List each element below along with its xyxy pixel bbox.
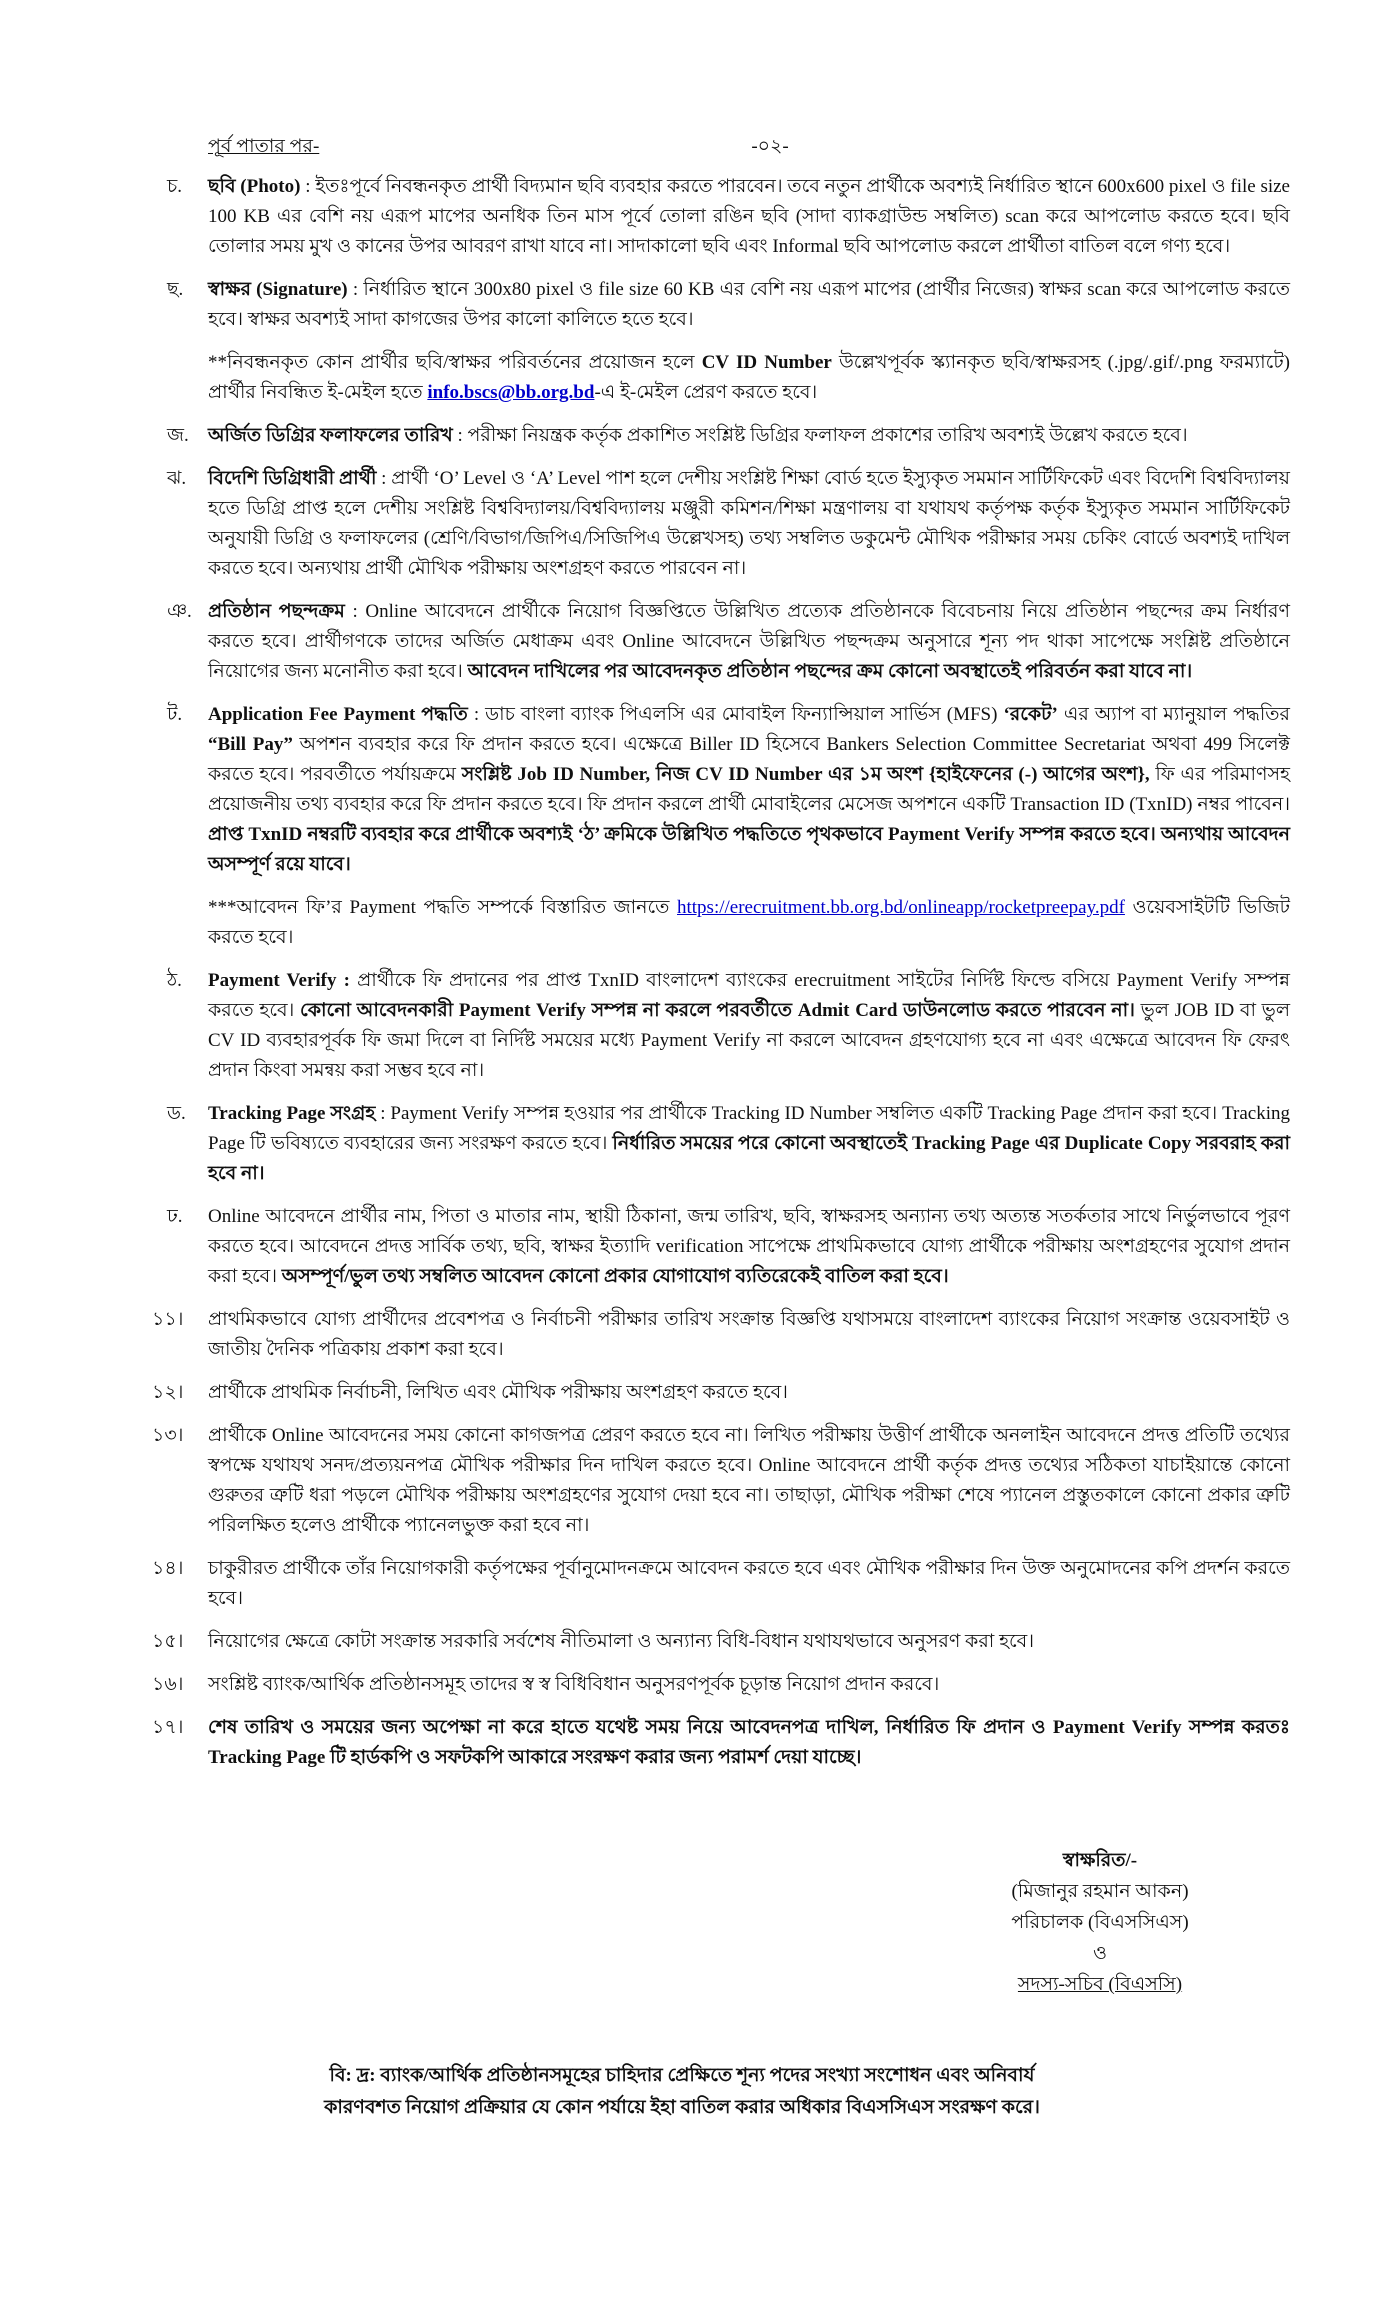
text-run: Online আবেদনে প্রার্থীর নাম, পিতা ও মাতার নাম, স্থায়ী ঠিকানা, জন্ম তারিখ, ছবি, স্বাক্ষরসহ অন্যান্য তথ্য অত্যন্ত সতর্কতার সাথে নির্ভুলভাবে পূরণ করতে হবে। আবেদনে প্রদত্ত সার্বিক তথ্য, ছবি, স্বাক্ষর ইত্যাদি verification সাপেক্ষে প্রাথমিকভাবে যোগ্য প্রার্থীকে পরীক্ষায় অংশগ্রহণের সুযোগ প্রদান করা হবে। xyxy=(208,1206,1290,1287)
note-paragraph xyxy=(150,893,1290,953)
item-text xyxy=(208,1099,1290,1189)
text-run: CV ID Number xyxy=(701,352,832,373)
list-item xyxy=(150,1421,1290,1541)
item-text xyxy=(208,275,1290,335)
text-run: স্বাক্ষর (Signature) xyxy=(208,279,348,300)
item-text xyxy=(208,893,1290,953)
item-marker: ঞ. xyxy=(167,601,192,622)
list-item xyxy=(150,597,1290,687)
list-item xyxy=(150,1378,1290,1408)
signatory-title-2: সদস্য-সচিব (বিএসসি) xyxy=(1017,1974,1183,1995)
signatory-name: (মিজানুর রহমান আকন) xyxy=(1011,1881,1189,1902)
text-run: ভুল JOB ID বা ভুল CV ID ব্যবহারপূর্বক ফি জমা দিলে বা নির্দিষ্ট সময়ের মধ্যে Payment Verify না করলে আবেদন গ্রহণযোগ্য হবে না এবং এক্ষেত্রে আবেদন ফি ফেরৎ প্রদান কিংবা সমন্বয় করা সম্ভব হবে না। xyxy=(208,1000,1290,1081)
list-item xyxy=(150,275,1290,335)
continuation-note: পূর্ব পাতার পর- xyxy=(208,136,320,157)
item-text xyxy=(208,348,1290,408)
list-item xyxy=(150,421,1290,451)
item-text xyxy=(208,1421,1290,1541)
text-run: : Online আবেদনে প্রার্থীকে নিয়োগ বিজ্ঞপ্তিতে উল্লিখিত প্রত্যেক প্রতিষ্ঠানকে বিবেচনায় নিয়ে প্রতিষ্ঠান পছন্দের ক্রম নির্ধারণ করতে হবে। প্রার্থীগণকে তাদের অর্জিত মেধাক্রম এবং Online আবেদনে উল্লিখিত পছন্দক্রম অনুসারে শূন্য পদ থাকা সাপেক্ষে সংশ্লিষ্ট প্রতিষ্ঠানে নিয়োগের জন্য মনোনীত করা হবে। xyxy=(208,601,1290,682)
text-run: অর্জিত ডিগ্রির ফলাফলের তারিখ xyxy=(208,425,453,446)
text-run: **নিবন্ধনকৃত কোন প্রার্থীর ছবি/স্বাক্ষর পরিবর্তনের প্রয়োজন হলে xyxy=(208,352,702,373)
text-run: প্রাথমিকভাবে যোগ্য প্রার্থীদের প্রবেশপত্র ও নির্বাচনী পরীক্ষার তারিখ সংক্রান্ত বিজ্ঞপ্তি যথাসময়ে বাংলাদেশ ব্যাংকের নিয়োগ সংক্রান্ত ওয়েবসাইট ও জাতীয় দৈনিক পত্রিকায় প্রকাশ করা হবে। xyxy=(208,1309,1290,1360)
text-run: : প্রার্থী ‘O’ Level ও ‘A’ Level পাশ হলে দেশীয় সংশ্লিষ্ট শিক্ষা বোর্ড হতে ইস্যুকৃত সমমান সার্টিফিকেট এবং বিদেশি বিশ্ববিদ্যালয় হতে ডিগ্রি প্রাপ্ত হলে দেশীয় সংশ্লিষ্ট বিশ্ববিদ্যালয়/বিশ্ববিদ্যালয় মঞ্জুরী কমিশন/শিক্ষা মন্ত্রণালয় বা যথাযথ কর্তৃপক্ষ কর্তৃক ইস্যুকৃত সমমান সার্টিফিকেট অনুযায়ী ডিগ্রি ও ফলাফলের (শ্রেণি/বিভাগ/জিপিএ/সিজিপিএ উল্লেখসহ) তথ্য সম্বলিত ডকুমেন্ট মৌখিক পরীক্ষার সময় চেকিং বোর্ডে অবশ্যই দাখিল করতে হবে। অন্যথায় প্রার্থী মৌখিক পরীক্ষায় অংশগ্রহণ করতে পারবেন না। xyxy=(208,468,1290,579)
signatory-title: পরিচালক (বিএসসিএস) xyxy=(1011,1912,1189,1933)
text-run: ‘রকেট’ xyxy=(1003,704,1058,725)
text-run: : ইতঃপূর্বে নিবন্ধনকৃত প্রার্থী বিদ্যমান ছবি ব্যবহার করতে পারবেন। তবে নতুন প্রার্থীকে অবশ্যই নির্ধারিত স্থানে 600x600 pixel ও file size 100 KB এর বেশি নয় এরূপ মাপের অনধিক তিন মাস পূর্বে তোলা রঙিন ছবি (সাদা ব্যাকগ্রাউন্ড সম্বলিত) scan করে আপলোড করতে হবে। ছবি তোলার সময় মুখ ও কানের উপর আবরণ রাখা যাবে না। সাদাকালো ছবি এবং Informal ছবি আপলোড করলে প্রার্থীতা বাতিল বলে গণ্য হবে। xyxy=(208,176,1290,257)
text-run: সংশ্লিষ্ট ব্যাংক/আর্থিক প্রতিষ্ঠানসমূহ তাদের স্ব স্ব বিধিবিধান অনুসরণপূর্বক চূড়ান্ত নিয়োগ প্রদান করবে। xyxy=(208,1674,940,1695)
text-run: প্রার্থীকে প্রাথমিক নির্বাচনী, লিখিত এবং মৌখিক পরীক্ষায় অংশগ্রহণ করতে হবে। xyxy=(208,1382,788,1403)
text-run: : ডাচ বাংলা ব্যাংক পিএলসি এর মোবাইল ফিন্যান্সিয়াল সার্ভিস (MFS) xyxy=(467,704,1004,725)
list-item xyxy=(150,1713,1290,1773)
text-run: প্রার্থীকে Online আবেদনের সময় কোনো কাগজপত্র প্রেরণ করতে হবে না। লিখিত পরীক্ষায় উত্তীর্ণ প্রার্থীকে অনলাইন আবেদনে প্রদত্ত প্রতিটি তথ্যের স্বপক্ষে যথাযথ সনদ/প্রত্যয়নপত্র মৌখিক পরীক্ষার দিন দাখিল করতে হবে। Online আবেদনে প্রার্থী কর্তৃক প্রদত্ত তথ্যের সঠিকতা যাচাইয়ান্তে কোনো গুরুতর ত্রুটি ধরা পড়লে মৌখিক পরীক্ষায় অংশগ্রহণের সুযোগ দেয়া হবে না। তাছাড়া, মৌখিক পরীক্ষা শেষে প্যানেল প্রস্তুতকালে কোনো প্রকার ত্রুটি পরিলক্ষিত হলেও প্রার্থীকে প্যানেলভুক্ত করা হবে না। xyxy=(208,1425,1290,1536)
text-run: ফি এর পরিমাণসহ প্রয়োজনীয় তথ্য ব্যবহার করে ফি প্রদান করতে হবে। ফি প্রদান করলে প্রার্থী মোবাইলের মেসেজ অপশনে একটি Transaction ID (TxnID) নম্বর পাবেন। xyxy=(208,764,1290,815)
page-header xyxy=(150,132,1290,172)
item-text xyxy=(208,1627,1290,1657)
list-item xyxy=(150,700,1290,880)
list-item xyxy=(150,1627,1290,1657)
hyperlink[interactable]: info.bscs@bb.org.bd xyxy=(427,382,595,403)
text-run: বিদেশি ডিগ্রিধারী প্রার্থী xyxy=(208,468,377,489)
text-run: : নির্ধারিত স্থানে 300x80 pixel ও file size 60 KB এর বেশি নয় এরূপ মাপের (প্রার্থীর নিজের) স্বাক্ষর scan করে আপলোড করতে হবে। স্বাক্ষর অবশ্যই সাদা কাগজের উপর কালো কালিতে হতে হবে। xyxy=(208,279,1290,330)
item-text xyxy=(208,1713,1290,1773)
footnote-line-2: কারণবশত নিয়োগ প্রক্রিয়ার যে কোন পর্যায়ে ইহা বাতিল করার অধিকার বিএসসিএস সংরক্ষণ করে। xyxy=(324,2097,1040,2118)
item-marker: ঠ. xyxy=(167,970,182,991)
text-run: “Bill Pay” xyxy=(208,734,293,755)
item-marker: ছ. xyxy=(167,279,184,300)
list-item xyxy=(150,172,1290,262)
item-text xyxy=(208,1670,1290,1700)
text-run: Tracking Page সংগ্রহ xyxy=(208,1103,376,1124)
text-run: নিয়োগের ক্ষেত্রে কোটা সংক্রান্ত সরকারি সর্বশেষ নীতিমালা ও অন্যান্য বিধি-বিধান যথাযথভাবে অনুসরণ করা হবে। xyxy=(208,1631,1035,1652)
item-text xyxy=(208,597,1290,687)
text-run: অসম্পূর্ণ/ভুল তথ্য সম্বলিত আবেদন কোনো প্রকার যোগাযোগ ব্যতিরেকেই বাতিল করা হবে। xyxy=(281,1266,949,1287)
hyperlink[interactable]: https://erecruitment.bb.org.bd/onlineapp/rocketpreepay.pdf xyxy=(677,897,1125,918)
text-run: প্রাপ্ত TxnID নম্বরটি ব্যবহার করে প্রার্থীকে অবশ্যই ‘ঠ’ ক্রমিকে উল্লিখিত পদ্ধতিতে পৃথকভাবে Payment Verify সম্পন্ন করতে হবে। অন্যথায় আবেদন অসম্পূর্ণ রয়ে যাবে। xyxy=(208,824,1290,875)
item-marker: ১৬। xyxy=(152,1674,184,1695)
signature-block xyxy=(930,1845,1270,2000)
signed-label: স্বাক্ষরিত/- xyxy=(1062,1850,1138,1871)
text-run: নির্ধারিত সময়ের পরে কোনো অবস্থাতেই Tracking Page এর Duplicate Copy সরবরাহ করা হবে না। xyxy=(208,1133,1290,1184)
list-item xyxy=(150,1202,1290,1292)
item-marker: চ. xyxy=(167,176,183,197)
footnote-line-1: বি: দ্র: ব্যাংক/আর্থিক প্রতিষ্ঠানসমূহের চাহিদার প্রেক্ষিতে শূন্য পদের সংখ্যা সংশোধন এবং অনিবার্য xyxy=(329,2065,1035,2086)
text-run: উল্লেখপূর্বক স্ক্যানকৃত ছবি/স্বাক্ষরসহ (.jpg/.gif/.png ফরম্যাটে) প্রার্থীর নিবন্ধিত ই-মেইল হতে xyxy=(208,352,1290,403)
text-run: : Payment Verify সম্পন্ন হওয়ার পর প্রার্থীকে Tracking ID Number সম্বলিত একটি Tracking Page প্রদান করা হবে। Tracking Page টি ভবিষ্যতে ব্যবহারের জন্য সংরক্ষণ করতে হবে। xyxy=(208,1103,1290,1154)
list-item xyxy=(150,1554,1290,1614)
item-marker: ১৩। xyxy=(152,1425,184,1446)
item-text xyxy=(208,421,1290,451)
item-marker: জ. xyxy=(167,425,189,446)
item-text xyxy=(208,966,1290,1086)
text-run: চাকুরীরত প্রার্থীকে তাঁর নিয়োগকারী কর্তৃপক্ষের পূর্বানুমোদনক্রমে আবেদন করতে হবে এবং মৌখিক পরীক্ষার দিন উক্ত অনুমোদনের কপি প্রদর্শন করতে হবে। xyxy=(208,1558,1290,1609)
footnote xyxy=(112,2060,1252,2124)
text-run: ছবি (Photo) xyxy=(208,176,301,197)
item-text xyxy=(208,464,1290,584)
item-marker: ট. xyxy=(167,704,183,725)
item-text xyxy=(208,1305,1290,1365)
item-text xyxy=(208,1378,1290,1408)
list-item xyxy=(150,1305,1290,1365)
text-run: কোনো আবেদনকারী Payment Verify সম্পন্ন না করলে পরবর্তীতে Admit Card ডাউনলোড করতে পারবেন না। xyxy=(300,1000,1135,1021)
list-item xyxy=(150,464,1290,584)
text-run: Payment Verify : xyxy=(208,970,350,991)
text-run: প্রার্থীকে ফি প্রদানের পর প্রাপ্ত TxnID বাংলাদেশ ব্যাংকের erecruitment সাইটের নির্দিষ্ট ফিল্ডে বসিয়ে Payment Verify সম্পন্ন করতে হবে। xyxy=(208,970,1290,1021)
item-marker xyxy=(150,348,208,408)
text-run: : পরীক্ষা নিয়ন্ত্রক কর্তৃক প্রকাশিত সংশ্লিষ্ট ডিগ্রির ফলাফল প্রকাশের তারিখ অবশ্যই উল্লেখ করতে হবে। xyxy=(452,425,1188,446)
text-run: সংশ্লিষ্ট Job ID Number, নিজ CV ID Number এর ১ম অংশ {হাইফেনের (-) আগের অংশ}, xyxy=(461,764,1150,785)
signature-conjunction: ও xyxy=(1093,1943,1107,1964)
text-run: -এ ই-মেইল প্রেরণ করতে হবে। xyxy=(594,382,818,403)
item-marker: ১৭। xyxy=(152,1717,184,1738)
note-paragraph xyxy=(150,348,1290,408)
item-marker: ১২। xyxy=(152,1382,184,1403)
page-number: -০২- xyxy=(751,136,789,157)
item-marker: ১৪। xyxy=(152,1558,184,1579)
item-text xyxy=(208,700,1290,880)
instruction-list xyxy=(150,172,1290,1773)
list-item xyxy=(150,1670,1290,1700)
item-marker: ঢ. xyxy=(167,1206,183,1227)
item-text xyxy=(208,172,1290,262)
list-item xyxy=(150,966,1290,1086)
item-text xyxy=(208,1202,1290,1292)
text-run: প্রতিষ্ঠান পছন্দক্রম xyxy=(208,601,345,622)
text-run: ওয়েবসাইটটি ভিজিট করতে হবে। xyxy=(208,897,1290,948)
item-marker: ড. xyxy=(167,1103,186,1124)
item-marker: ১১। xyxy=(152,1309,184,1330)
text-run: শেষ তারিখ ও সময়ের জন্য অপেক্ষা না করে হাতে যথেষ্ট সময় নিয়ে আবেদনপত্র দাখিল, নির্ধারিত ফি প্রদান ও Payment Verify সম্পন্ন করতঃ Tracking Page টি হার্ডকপি ও সফটকপি আকারে সংরক্ষণ করার জন্য পরামর্শ দেয়া যাচ্ছে। xyxy=(208,1717,1290,1768)
list-item xyxy=(150,1099,1290,1189)
text-run: আবেদন দাখিলের পর আবেদনকৃত প্রতিষ্ঠান পছন্দের ক্রম কোনো অবস্থাতেই পরিবর্তন করা যাবে না। xyxy=(467,661,1193,682)
text-run: এর অ্যাপ বা ম্যানুয়াল পদ্ধতির xyxy=(1057,704,1291,725)
text-run: Application Fee Payment পদ্ধতি xyxy=(208,704,468,725)
item-marker: ১৫। xyxy=(152,1631,184,1652)
item-text xyxy=(208,1554,1290,1614)
text-run: অপশন ব্যবহার করে ফি প্রদান করতে হবে। এক্ষেত্রে Biller ID হিসেবে Bankers Selection Committee Secretariat অথবা 499 সিলেক্ট করতে হবে। পরবর্তীতে পর্যায়ক্রমে xyxy=(208,734,1290,785)
item-marker xyxy=(150,893,208,953)
item-marker: ঝ. xyxy=(167,468,187,489)
text-run: ***আবেদন ফি’র Payment পদ্ধতি সম্পর্কে বিস্তারিত জানতে xyxy=(208,897,677,918)
